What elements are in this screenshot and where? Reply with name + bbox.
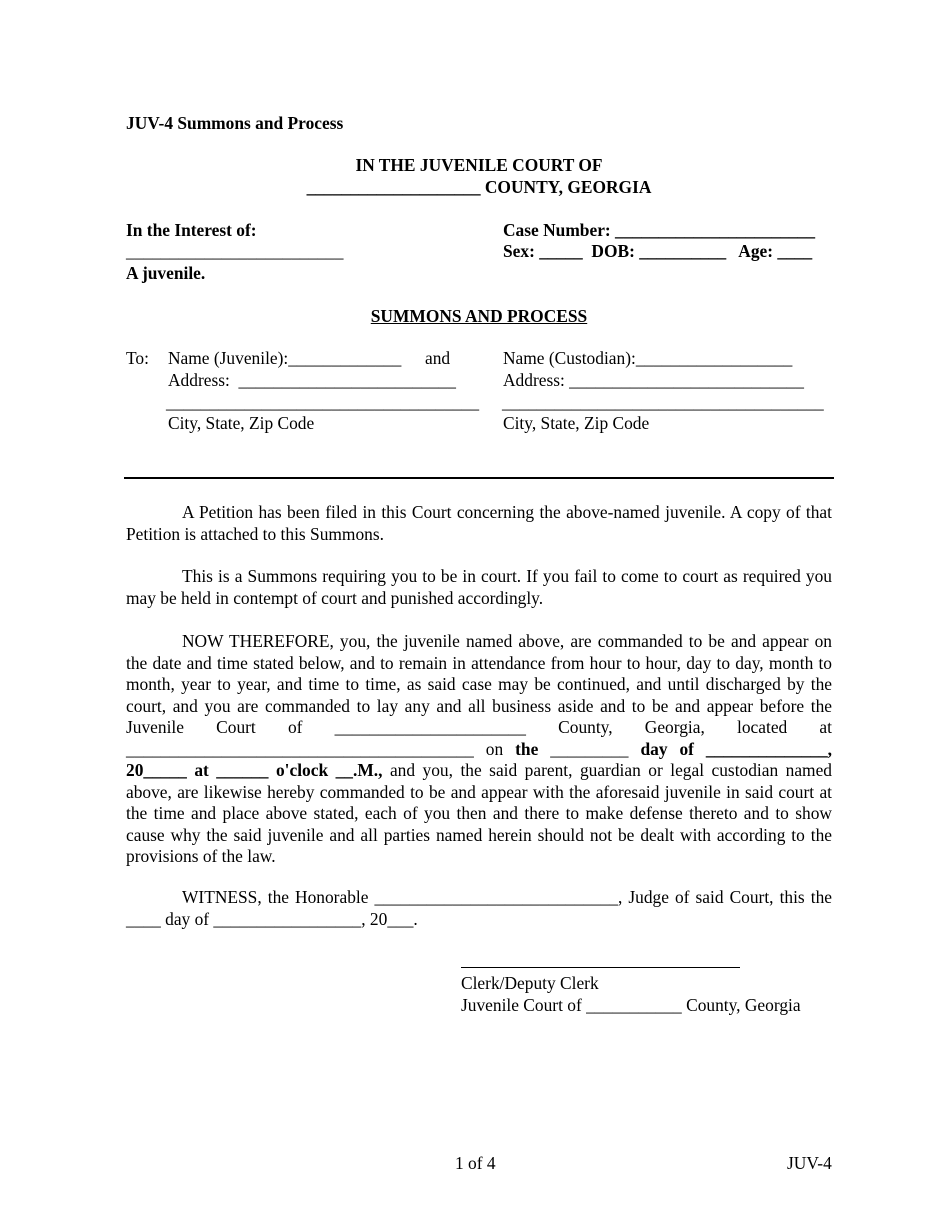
sex-dob-age: Sex: _____ DOB: __________ Age: ____ <box>503 241 813 261</box>
interest-blank: _________________________ <box>126 241 344 261</box>
juvenile-address-blank: ____________________________________ <box>166 392 480 412</box>
command-text-b: and you, the said parent, guardian or legal custodian named above, are likewise hereby commanded to be and appear with the aforesaid juvenile in said court at the time and place above stated, each of you then and there to make defense thereto and to show cause why the said juvenile and all parties named herein should not be dealt with according to the provisions of the law. <box>126 760 832 866</box>
page-number: 1 of 4 <box>455 1153 496 1173</box>
command-day-blank: _________ <box>538 738 641 759</box>
clerk-label: Clerk/Deputy Clerk <box>461 973 599 993</box>
juvenile-label: A juvenile. <box>126 263 206 283</box>
and-word: and <box>425 348 451 368</box>
to-label: To: <box>126 348 149 368</box>
command-date-time: day of ______________, 20_____ at ______ o'clock __.M., <box>126 738 833 780</box>
section-title: SUMMONS AND PROCESS <box>370 306 588 326</box>
petition-paragraph: A Petition has been filed in this Court concerning the above-named juvenile. A copy of that Petition is attached to this Summons. <box>126 502 832 544</box>
witness-paragraph: WITNESS, the Honorable ____________________________, Judge of said Court, this the ____ day of _________________, 20___. <box>126 887 832 929</box>
interest-label: In the Interest of: <box>126 220 257 240</box>
command-the: the <box>515 738 539 759</box>
custodian-city-label: City, State, Zip Code <box>503 413 650 433</box>
command-text-a: NOW THEREFORE, you, the juvenile named above, are commanded to be and appear on the date and time stated below, and to remain in attendance from hour to hour, day to day, month to month, year to year, and time to time, as said case may be continued, and until discharged by the court, and you are commanded to lay any and all business aside and to be and appear before the Juvenile Court of ______________________ County, Georgia, located at ________________________________________ on <box>126 631 832 759</box>
court-heading-line1: IN THE JUVENILE COURT OF <box>355 155 603 175</box>
custodian-address-blank: _____________________________________ <box>502 392 824 412</box>
summons-paragraph: This is a Summons requiring you to be in court. If you fail to come to court as required you may be held in contempt of court and punished accordingly. <box>126 566 832 608</box>
custodian-address-field: Address: ___________________________ <box>503 370 804 390</box>
custodian-name-field: Name (Custodian):__________________ <box>503 348 793 368</box>
juvenile-city-label: City, State, Zip Code <box>168 413 315 433</box>
clerk-signature-line <box>461 967 740 968</box>
form-title: JUV-4 Summons and Process <box>126 113 344 133</box>
juvenile-address-field: Address: _________________________ <box>168 370 456 390</box>
command-paragraph <box>126 631 832 868</box>
case-number: Case Number: _______________________ <box>503 220 816 240</box>
juvenile-name-field: Name (Juvenile):_____________ <box>168 348 402 368</box>
court-heading-line2: ____________________ COUNTY, GEORGIA <box>306 177 652 197</box>
clerk-court-label: Juvenile Court of ___________ County, Georgia <box>461 995 801 1015</box>
section-divider <box>124 477 834 479</box>
form-id: JUV-4 <box>787 1153 832 1173</box>
